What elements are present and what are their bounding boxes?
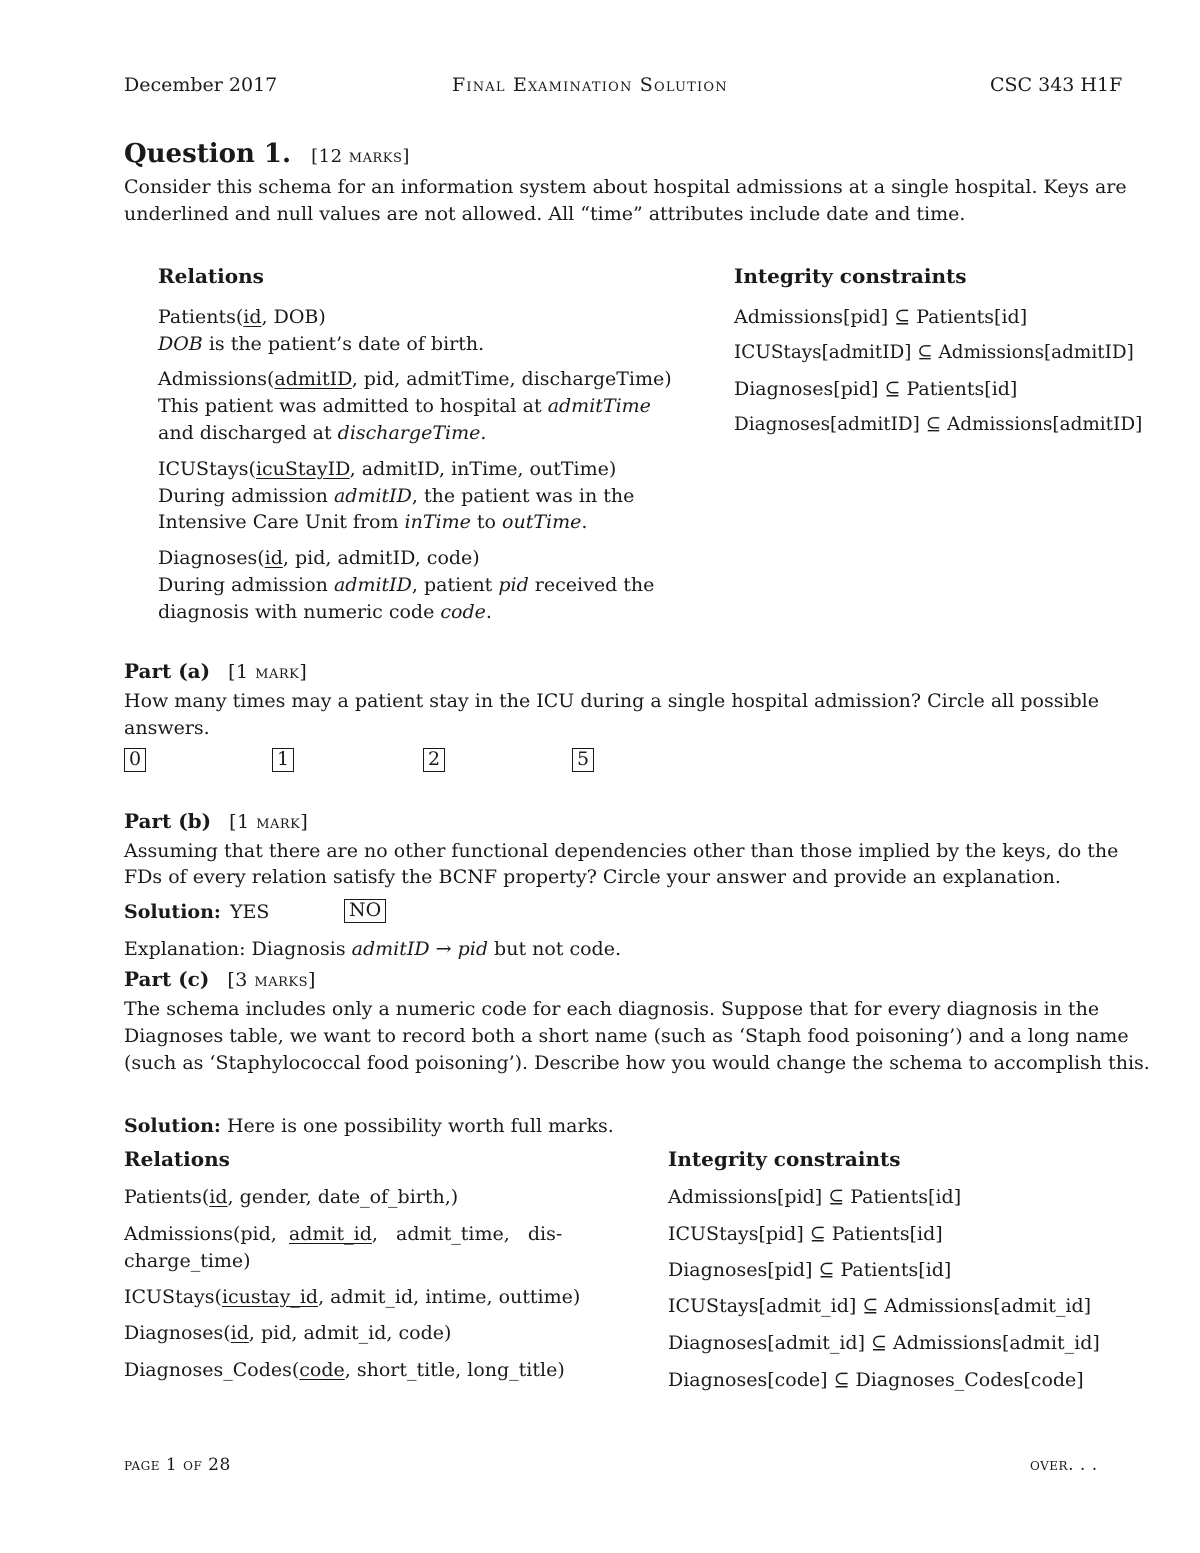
part-a-heading: Part (a) [1 mark]: [124, 659, 308, 683]
solution-constraint-item: Diagnoses[admit_id] ⊆ Admissions[admit_id]: [668, 1332, 1100, 1354]
solution-constraint-item: ICUStays[admit_id] ⊆ Admissions[admit_id]: [668, 1295, 1092, 1317]
solution-relation-icustays: ICUStays(icustay_id, admit_id, intime, outtime): [124, 1286, 581, 1308]
relation-icustays-desc1: During admission admitID, the patient was in the: [158, 485, 635, 507]
part-a-question-line1: How many times may a patient stay in the ICU during a single hospital admission? Circle all possible: [124, 690, 1100, 712]
part-b-question-line2: FDs of every relation satisfy the BCNF property? Circle your answer and provide an explanation.: [124, 866, 1061, 888]
relations-heading: Relations: [158, 264, 264, 288]
constraint-item: Diagnoses[pid] ⊆ Patients[id]: [734, 378, 1018, 400]
constraints-heading: Integrity constraints: [734, 264, 967, 288]
answer-option-5[interactable]: 5: [572, 748, 594, 772]
solution-relations-heading: Relations: [124, 1147, 230, 1171]
footer-continue: over. . .: [1030, 1455, 1098, 1475]
solution-relation-diagnoses: Diagnoses(id, pid, admit_id, code): [124, 1322, 452, 1344]
relation-admissions-desc2: and discharged at dischargeTime.: [158, 422, 487, 444]
relation-admissions-desc1: This patient was admitted to hospital at admitTime: [158, 395, 651, 417]
part-c-question-line3: (such as ‘Staphylococcal food poisoning’). Describe how you would change the schema to accomplish this.: [124, 1052, 1150, 1074]
part-c-heading: Part (c) [3 marks]: [124, 967, 316, 991]
solution-constraint-item: Admissions[pid] ⊆ Patients[id]: [668, 1186, 962, 1208]
header-title: Final Examination Solution: [452, 74, 728, 96]
relation-icustays-desc2: Intensive Care Unit from inTime to outTime.: [158, 511, 588, 533]
relation-diagnoses: Diagnoses(id, pid, admitID, code): [158, 547, 480, 569]
answer-yes[interactable]: YES: [230, 901, 270, 923]
question-intro-line1: Consider this schema for an information system about hospital admissions at a single hospital. Keys are: [124, 176, 1127, 198]
part-a-question-line2: answers.: [124, 717, 210, 739]
solution-relation-admissions-cont: charge_time): [124, 1250, 251, 1272]
header-date: December 2017: [124, 74, 278, 96]
question-marks: [12 marks]: [311, 146, 410, 167]
part-c-solution: Solution: Here is one possibility worth full marks.: [124, 1115, 614, 1137]
relation-patients: Patients(id, DOB): [158, 306, 326, 328]
part-c-question-line1: The schema includes only a numeric code for each diagnosis. Suppose that for every diagnosis in the: [124, 998, 1100, 1020]
relation-patients-desc: DOB is the patient’s date of birth.: [158, 333, 485, 355]
solution-constraint-item: Diagnoses[pid] ⊆ Patients[id]: [668, 1259, 952, 1281]
relation-diagnoses-desc2: diagnosis with numeric code code.: [158, 601, 492, 623]
solution-relation-patients: Patients(id, gender, date_of_birth,): [124, 1186, 459, 1208]
part-c-question-line2: Diagnoses table, we want to record both a short name (such as ‘Staph food poisoning’) and a long name: [124, 1025, 1129, 1047]
relation-icustays: ICUStays(icuStayID, admitID, inTime, outTime): [158, 458, 617, 480]
constraint-item: Admissions[pid] ⊆ Patients[id]: [734, 306, 1028, 328]
part-b-explanation: Explanation: Diagnosis admitID → pid but not code.: [124, 938, 621, 960]
question-intro-line2: underlined and null values are not allowed. All “time” attributes include date and time.: [124, 203, 966, 225]
constraint-item: ICUStays[admitID] ⊆ Admissions[admitID]: [734, 342, 1134, 363]
solution-constraints-heading: Integrity constraints: [668, 1147, 901, 1171]
answer-option-2[interactable]: 2: [423, 748, 445, 772]
header-course: CSC 343 H1F: [990, 74, 1123, 96]
relation-diagnoses-desc1: During admission admitID, patient pid received the: [158, 574, 655, 596]
solution-constraint-item: Diagnoses[code] ⊆ Diagnoses_Codes[code]: [668, 1369, 1084, 1391]
part-b-heading: Part (b) [1 mark]: [124, 809, 309, 833]
question-title: Question 1.: [124, 139, 292, 169]
part-b-solution-label: Solution:: [124, 901, 221, 923]
solution-relation-diagnoses-codes: Diagnoses_Codes(code, short_title, long_title): [124, 1359, 565, 1381]
answer-option-1[interactable]: 1: [272, 748, 294, 772]
footer-page-number: page 1 of 28: [124, 1455, 231, 1475]
answer-option-0[interactable]: 0: [124, 748, 146, 772]
solution-constraint-item: ICUStays[pid] ⊆ Patients[id]: [668, 1223, 943, 1245]
solution-relation-admissions: Admissions(pid, admit_id, admit_time, dis-: [124, 1223, 563, 1245]
part-b-question-line1: Assuming that there are no other functional dependencies other than those implied by the keys, do the: [124, 840, 1119, 862]
question-heading: [124, 141, 410, 167]
constraint-item: Diagnoses[admitID] ⊆ Admissions[admitID]: [734, 414, 1143, 435]
relation-admissions: Admissions(admitID, pid, admitTime, dischargeTime): [158, 368, 672, 390]
answer-no-selected[interactable]: NO: [344, 899, 386, 923]
